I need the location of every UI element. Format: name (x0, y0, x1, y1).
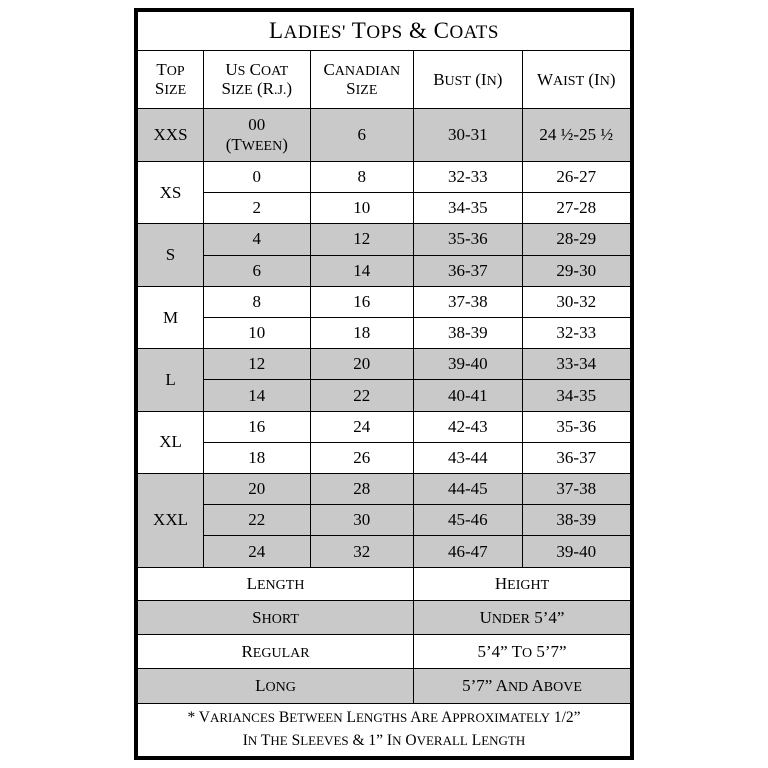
canadian-size-cell: 30 (310, 505, 414, 536)
waist-cell: 35-36 (522, 411, 631, 442)
top-size-cell: XXL (138, 474, 204, 568)
table-row (138, 255, 631, 286)
footnote: * VARIANCES BETWEEN LENGTHS ARE APPROXIMATELY 1/2” IN THE SLEEVES & 1” IN OVERALL LENGTH (138, 703, 631, 756)
length-section-header: LENGTH (138, 567, 414, 600)
waist-cell: 28-29 (522, 224, 631, 255)
column-header-waist: WAIST (IN) (522, 51, 631, 108)
canadian-size-cell: 24 (310, 411, 414, 442)
table-row (138, 349, 631, 380)
waist-cell: 33-34 (522, 349, 631, 380)
waist-cell: 34-35 (522, 380, 631, 411)
canadian-size-cell: 28 (310, 474, 414, 505)
top-size-cell: XS (138, 161, 204, 223)
us-coat-size-cell: 24 (204, 536, 310, 567)
table-row (138, 505, 631, 536)
table-row (138, 474, 631, 505)
table-row (138, 411, 631, 442)
length-header-row (138, 567, 631, 600)
canadian-size-cell: 8 (310, 161, 414, 192)
table-row (138, 224, 631, 255)
waist-cell: 37-38 (522, 474, 631, 505)
length-label-cell: LONG (138, 669, 414, 703)
length-row (138, 600, 631, 634)
table-row (138, 442, 631, 473)
waist-cell: 30-32 (522, 286, 631, 317)
waist-cell: 36-37 (522, 442, 631, 473)
waist-cell: 27-28 (522, 193, 631, 224)
length-row (138, 635, 631, 669)
us-coat-size-cell: 14 (204, 380, 310, 411)
bust-cell: 43-44 (414, 442, 522, 473)
top-size-cell: L (138, 349, 204, 411)
waist-cell: 39-40 (522, 536, 631, 567)
height-value-cell: UNDER 5’4” (414, 600, 631, 634)
us-coat-size-cell: 4 (204, 224, 310, 255)
bust-cell: 37-38 (414, 286, 522, 317)
bust-cell: 32-33 (414, 161, 522, 192)
table-row (138, 193, 631, 224)
table-title-row (138, 12, 631, 51)
column-header-us-coat-size: US COAT SIZE (R.J.) (204, 51, 310, 108)
canadian-size-cell: 20 (310, 349, 414, 380)
us-coat-size-cell: 0 (204, 161, 310, 192)
top-size-cell: XL (138, 411, 204, 473)
table-row (138, 380, 631, 411)
column-header-bust: BUST (IN) (414, 51, 522, 108)
us-coat-size-cell: 22 (204, 505, 310, 536)
length-row (138, 669, 631, 703)
us-coat-size-cell: 8 (204, 286, 310, 317)
us-coat-size-cell: 12 (204, 349, 310, 380)
bust-cell: 36-37 (414, 255, 522, 286)
waist-cell: 29-30 (522, 255, 631, 286)
us-coat-size-cell: 18 (204, 442, 310, 473)
canadian-size-cell: 18 (310, 318, 414, 349)
table-row (138, 161, 631, 192)
us-coat-size-cell: 10 (204, 318, 310, 349)
table-header-row (138, 51, 631, 108)
us-coat-size-cell: 16 (204, 411, 310, 442)
table-row (138, 536, 631, 567)
canadian-size-cell: 14 (310, 255, 414, 286)
height-value-cell: 5’4” TO 5’7” (414, 635, 631, 669)
canadian-size-cell: 32 (310, 536, 414, 567)
height-value-cell: 5’7” AND ABOVE (414, 669, 631, 703)
column-header-top-size: TOP SIZE (138, 51, 204, 108)
bust-cell: 35-36 (414, 224, 522, 255)
page-title: LADIES' TOPS & COATS (138, 12, 631, 51)
us-coat-size-cell: 00 (TWEEN) (204, 108, 310, 161)
size-chart-container (134, 8, 634, 760)
bust-cell: 39-40 (414, 349, 522, 380)
canadian-size-cell: 16 (310, 286, 414, 317)
waist-cell: 38-39 (522, 505, 631, 536)
table-row (138, 286, 631, 317)
size-chart-table (137, 11, 631, 757)
canadian-size-cell: 22 (310, 380, 414, 411)
bust-cell: 45-46 (414, 505, 522, 536)
bust-cell: 38-39 (414, 318, 522, 349)
us-coat-size-cell: 6 (204, 255, 310, 286)
waist-cell: 24 ½-25 ½ (522, 108, 631, 161)
height-section-header: HEIGHT (414, 567, 631, 600)
length-label-cell: SHORT (138, 600, 414, 634)
length-label-cell: REGULAR (138, 635, 414, 669)
column-header-canadian-size: CANADIAN SIZE (310, 51, 414, 108)
table-row (138, 108, 631, 161)
bust-cell: 30-31 (414, 108, 522, 161)
canadian-size-cell: 12 (310, 224, 414, 255)
canadian-size-cell: 26 (310, 442, 414, 473)
bust-cell: 40-41 (414, 380, 522, 411)
canadian-size-cell: 6 (310, 108, 414, 161)
top-size-cell: M (138, 286, 204, 348)
bust-cell: 44-45 (414, 474, 522, 505)
bust-cell: 34-35 (414, 193, 522, 224)
canadian-size-cell: 10 (310, 193, 414, 224)
top-size-cell: XXS (138, 108, 204, 161)
footnote-row (138, 703, 631, 756)
us-coat-size-cell: 2 (204, 193, 310, 224)
waist-cell: 32-33 (522, 318, 631, 349)
us-coat-size-cell: 20 (204, 474, 310, 505)
waist-cell: 26-27 (522, 161, 631, 192)
bust-cell: 46-47 (414, 536, 522, 567)
top-size-cell: S (138, 224, 204, 286)
bust-cell: 42-43 (414, 411, 522, 442)
table-row (138, 318, 631, 349)
